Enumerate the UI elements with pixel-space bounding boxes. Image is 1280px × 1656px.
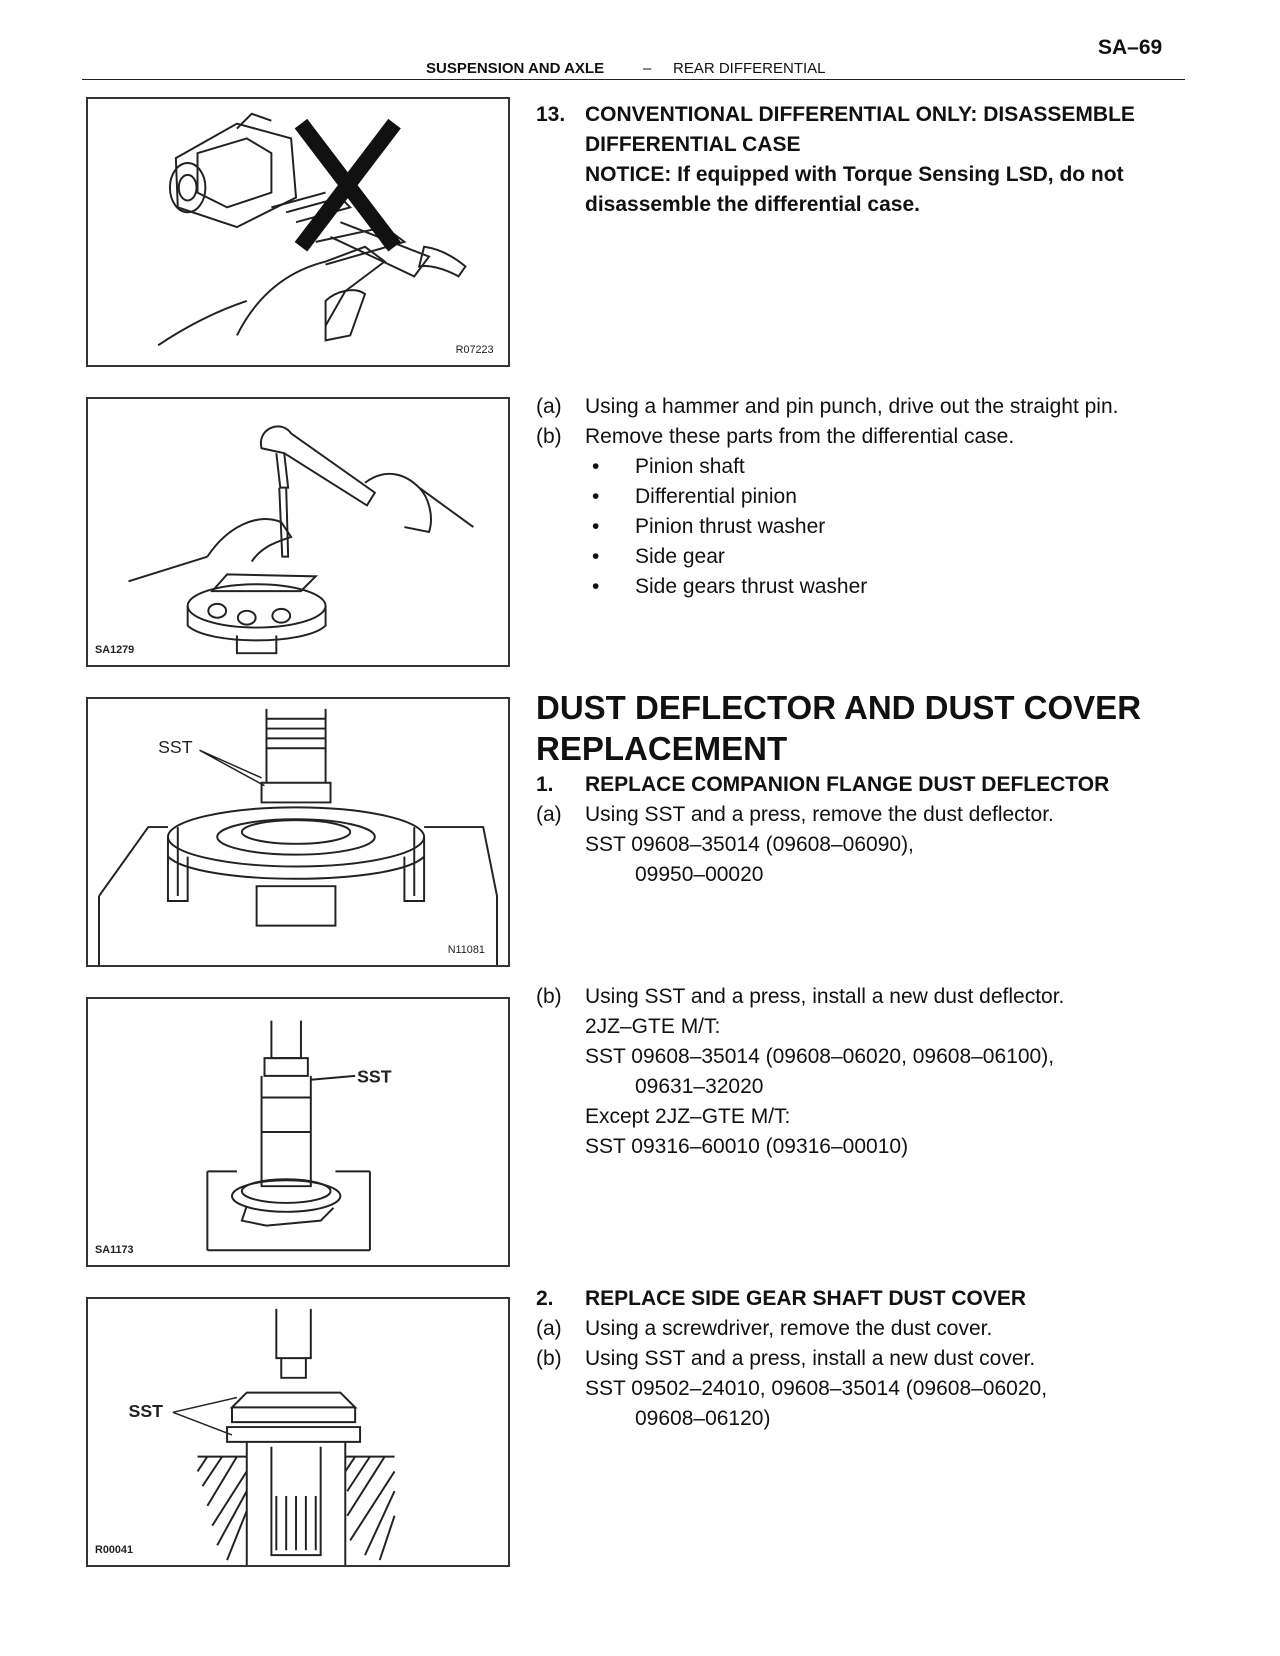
figure-code: R00041	[95, 1544, 133, 1557]
figure-remove-deflector	[86, 697, 510, 967]
notice-line	[585, 163, 1196, 187]
sst-text: SST 09608–35014 (09608–06090),	[585, 833, 914, 856]
press-removal-illustration	[88, 699, 508, 965]
sst-text: 09608–06120)	[635, 1407, 771, 1430]
substep-text: Using SST and a press, install a new dust cover.	[585, 1347, 1036, 1370]
model-text: 2JZ–GTE M/T:	[585, 1015, 721, 1038]
substep-text: Using SST and a press, remove the dust deflector.	[585, 803, 1054, 826]
substep-text: Using a hammer and pin punch, drive out the straight pin.	[585, 395, 1119, 418]
step-number: 1.	[536, 773, 554, 796]
figure-code: R07223	[455, 344, 494, 357]
sst-text: SST 09608–35014 (09608–06020, 09608–06100),	[585, 1045, 1055, 1068]
step-title: REPLACE COMPANION FLANGE DUST DEFLECTOR	[585, 773, 1110, 796]
sst-label: SST	[357, 1066, 392, 1087]
substep-marker: (a)	[536, 803, 562, 826]
figure-disassemble-case	[86, 97, 510, 367]
header-separator: –	[643, 60, 652, 77]
step-number: 13.	[536, 103, 566, 126]
pin-punch-illustration	[88, 399, 508, 665]
substep-marker: (b)	[536, 425, 562, 448]
part-name: Differential pinion	[635, 485, 797, 508]
step-number: 2.	[536, 1287, 554, 1310]
bullet: •	[592, 485, 600, 508]
section-heading: DUST DEFLECTOR AND DUST COVER	[536, 689, 1142, 726]
figure-code: SA1173	[95, 1244, 134, 1257]
bullet: •	[592, 455, 600, 478]
substep-text: Using a screwdriver, remove the dust cover.	[585, 1317, 993, 1340]
bullet: •	[592, 515, 600, 538]
substep-marker: (b)	[536, 985, 562, 1008]
bullet: •	[592, 575, 600, 598]
sst-text: SST 09316–60010 (09316–00010)	[585, 1135, 909, 1158]
substep-text: Using SST and a press, install a new dust deflector.	[585, 985, 1065, 1008]
substep-marker: (b)	[536, 1347, 562, 1370]
step-title: REPLACE SIDE GEAR SHAFT DUST COVER	[585, 1287, 1027, 1310]
part-name: Pinion thrust washer	[635, 515, 826, 538]
page-number: SA–69	[1098, 36, 1163, 59]
subsection-title: REAR DIFFERENTIAL	[673, 60, 826, 77]
substep-marker: (a)	[536, 395, 562, 418]
step-title-line: CONVENTIONAL DIFFERENTIAL ONLY: DISASSEMBLE	[585, 103, 1135, 126]
press-install-illustration	[88, 999, 508, 1265]
figure-code: N11081	[447, 944, 485, 957]
header-rule	[82, 79, 1185, 80]
figure-install-dust-cover	[86, 1297, 510, 1567]
sst-text: SST 09502–24010, 09608–35014 (09608–06020,	[585, 1377, 1048, 1400]
sst-label: SST	[128, 1401, 164, 1422]
substep-text: Remove these parts from the differential case.	[585, 425, 1015, 448]
section-heading-cont: REPLACEMENT	[536, 730, 788, 767]
figure-code: SA1279	[95, 644, 135, 657]
step-title-line: DIFFERENTIAL CASE	[585, 133, 801, 156]
substep-marker: (a)	[536, 1317, 562, 1340]
part-name: Side gear	[635, 545, 725, 568]
part-name: Pinion shaft	[635, 455, 745, 478]
figure-install-deflector	[86, 997, 510, 1267]
bullet: •	[592, 545, 600, 568]
differential-case-illustration	[88, 99, 508, 365]
sst-text: 09950–00020	[635, 863, 764, 886]
notice-text: NOTICE: If equipped with Torque Sensing LSD, do not	[585, 163, 1124, 186]
model-text: Except 2JZ–GTE M/T:	[585, 1105, 791, 1128]
dust-cover-press-illustration	[88, 1299, 508, 1565]
notice-text: disassemble the differential case.	[585, 193, 920, 216]
sst-text: 09631–32020	[635, 1075, 764, 1098]
part-name: Side gears thrust washer	[635, 575, 868, 598]
section-title: SUSPENSION AND AXLE	[426, 60, 605, 77]
figure-drive-out-pin	[86, 397, 510, 667]
sst-label: SST	[158, 737, 193, 758]
